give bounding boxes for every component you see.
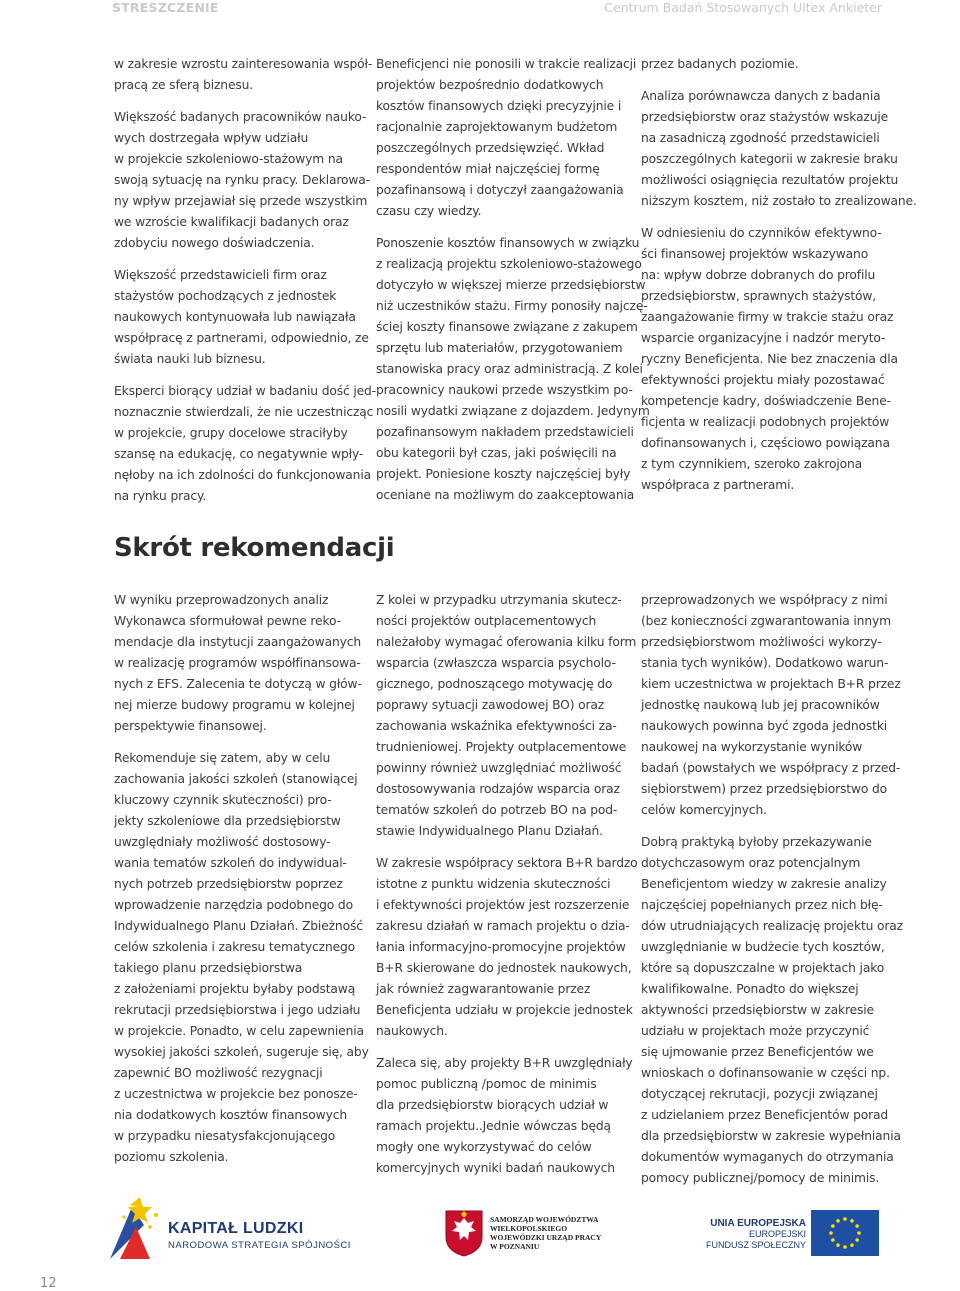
samorzad-line: WIELKOPOLSKIEGO	[490, 1224, 568, 1233]
text-line: Wykonawca sformułował pewne reko-	[114, 614, 341, 628]
text-line: W wyniku przeprowadzonych analiz	[114, 593, 329, 607]
eu-star-icon	[829, 1231, 833, 1235]
text-line: racjonalnie zaprojektowanym budżetom	[376, 120, 618, 134]
text-line: przedsiębiorstw, sprawnych stażystów,	[641, 289, 877, 303]
text-line: gicznego, podnoszącego motywację do	[376, 677, 613, 691]
text-line: naukowych.	[376, 1024, 448, 1038]
text-line: wsparcie organizacyjne i nadzór meryto-	[641, 331, 886, 345]
text-line: niższym kosztem, niż zostało to zrealizowane.	[641, 194, 917, 208]
text-line: (bez konieczności zgwarantowania innym	[641, 614, 891, 628]
text-line: ryczny Beneficjenta. Nie bez znaczenia dla	[641, 352, 898, 366]
page-corner	[0, 1258, 24, 1291]
paragraph	[114, 381, 376, 507]
paragraph	[376, 54, 637, 222]
eu-star-icon	[857, 1231, 861, 1235]
text-line: dotyczącej rekrutacji, pozycji związanej	[641, 1087, 878, 1101]
text-line: dów utrudniających realizację projektu oraz	[641, 919, 903, 933]
text-line: kiem uczestnictwa w projektach B+R przez	[641, 677, 901, 691]
text-line: łania informacyjno-promocyjne projektów	[376, 940, 626, 954]
text-line: rekrutacji przedsiębiorstwa i jego udziału	[114, 1003, 361, 1017]
paragraph	[114, 590, 370, 737]
eu-star-icon	[836, 1243, 840, 1247]
top-column-1	[114, 54, 376, 518]
text-line: nych z EFS. Zalecenia te dotyczą w głów-	[114, 677, 362, 691]
text-line: na zasadniczą zgodność przedstawicieli	[641, 131, 880, 145]
text-line: nosili wydatki związane z dojazdem. Jedynym	[376, 404, 650, 418]
text-line: W zakresie współpracy sektora B+R bardzo	[376, 856, 638, 870]
text-line: wprowadzenie narzędzia podobnego do	[114, 898, 353, 912]
text-line: Z kolei w przypadku utrzymania skutecz-	[376, 593, 622, 607]
text-line: na rynku pracy.	[114, 489, 207, 503]
text-line: Beneficjentom wiedzy w zakresie analizy	[641, 877, 887, 891]
text-line: współpracę z partnerami, odpowiednio, ze	[114, 331, 369, 345]
text-line: projekt. Poniesione koszty najczęściej były	[376, 467, 631, 481]
text-line: ny wpływ przejawiał się przede wszystkim	[114, 194, 368, 208]
text-line: pracownicy naukowi przede wszystkim po-	[376, 383, 633, 397]
paragraph	[114, 54, 373, 96]
eu-star-icon	[850, 1219, 854, 1223]
text-line: pozafinansową i dotyczył zaangażowania	[376, 183, 624, 197]
text-line: pracą ze sferą biznesu.	[114, 78, 254, 92]
kapital-ludzki-logo-icon	[110, 1197, 170, 1259]
text-line: w przypadku niesatysfakcjonującego	[114, 1129, 336, 1143]
bottom-column-3	[641, 590, 903, 1200]
text-line: Dobrą praktyką byłoby przekazywanie	[641, 835, 872, 849]
text-line: komercyjnych wyniki badań naukowych	[376, 1161, 615, 1175]
text-line: Eksperci biorący udział w badaniu dość jed-	[114, 384, 376, 398]
text-line: kosztów finansowych dzięki precyzyjnie i	[376, 99, 622, 113]
text-line: szansę na edukację, co negatywnie wpły-	[114, 447, 364, 461]
eu-star-icon	[831, 1224, 835, 1228]
paragraph	[114, 748, 370, 1168]
eu-star-icon	[855, 1224, 859, 1228]
text-line: pozafinansowym nakładem przedstawicieli	[376, 425, 634, 439]
text-line: przedsiębiorstwom możliwości wykorzy-	[641, 635, 882, 649]
text-line: sprzętu lub materiałów, przygotowaniem	[376, 341, 623, 355]
bottom-column-1	[114, 590, 370, 1179]
text-line: poszczególnych kategorii w zakresie braku	[641, 152, 898, 166]
text-line: stawie Indywidualnego Planu Działań.	[376, 824, 603, 838]
paragraph	[114, 107, 370, 254]
text-line: ściej koszty finansowe związane z zakupem	[376, 320, 638, 334]
text-line: nych potrzeb przedsiębiorstw poprzez	[114, 877, 343, 891]
text-line: możliwości osiągnięcia rezultatów projektu	[641, 173, 899, 187]
text-line: współpraca z partnerami.	[641, 478, 795, 492]
text-line: wnioskach o dofinansowanie w części np.	[641, 1066, 890, 1080]
text-line: Zaleca się, aby projekty B+R uwzględniały	[376, 1056, 633, 1070]
text-line: w zakresie wzrostu zainteresowania współ-	[114, 57, 373, 71]
eu-line-3: FUNDUSZ SPOŁECZNY	[706, 1240, 807, 1250]
text-line: dla przedsiębiorstw w zakresie wypełniania	[641, 1129, 901, 1143]
text-line: i efektywności projektów jest rozszerzenie	[376, 898, 630, 912]
text-line: się ujmowanie przez Beneficjentów we	[641, 1045, 874, 1059]
text-line: najczęściej popełnianych przez nich błę-	[641, 898, 883, 912]
page-number: 12	[40, 1276, 57, 1291]
text-line: z realizacją projektu szkoleniowo-stażowego	[376, 257, 642, 271]
text-line: zachowania wskaźnika efektywności za-	[376, 719, 617, 733]
text-line: obu kategorii był czas, jaki poświęcili na	[376, 446, 617, 460]
section-title: Skrót rekomendacji	[114, 533, 395, 563]
paragraph	[641, 223, 897, 496]
text-line: dotyczyło w większej mierze przedsiębiorstw	[376, 278, 646, 292]
text-line: dotychczasowym oraz potencjalnym	[641, 856, 861, 870]
eu-star-icon	[843, 1217, 847, 1221]
kapital-ludzki-title: KAPITAŁ LUDZKI	[168, 1220, 304, 1237]
text-line: dla przedsiębiorstw biorących udział w	[376, 1098, 609, 1112]
text-line: uwzględniały możliwość dostosowy-	[114, 835, 331, 849]
text-line: z tym czynnikiem, szeroko zakrojona	[641, 457, 863, 471]
text-line: wsparcia (zwłaszcza wsparcia psycholo-	[376, 656, 616, 670]
top-column-2	[376, 54, 650, 517]
text-line: powinny również uwzględniać możliwość	[376, 761, 622, 775]
text-line: niż uczestników stażu. Firmy ponosiły najczę-	[376, 299, 648, 313]
text-line: uwzględnianie w budżecie tych kosztów,	[641, 940, 885, 954]
text-line: oceniane na możliwym do zaakceptowania	[376, 488, 635, 502]
text-line: naukowych kontynuowała lub nawiązała	[114, 310, 356, 324]
text-line: noznacznie stwierdzali, że nie uczestnicząc	[114, 405, 374, 419]
text-line: należałoby wymagać oferowania kilku form	[376, 635, 637, 649]
text-line: poprawy sytuacji zawodowej BO) oraz	[376, 698, 605, 712]
text-line: zapewnić BO możliwość rezygnacji	[114, 1066, 323, 1080]
top-column-3	[641, 54, 917, 507]
samorzad-line: W POZNANIU	[490, 1242, 540, 1251]
text-line: stania tych wyników). Dodatkowo warun-	[641, 656, 889, 670]
eu-line-1: UNIA EUROPEJSKA	[710, 1218, 806, 1229]
text-line: przez badanych poziomie.	[641, 57, 799, 71]
text-line: badań (powstałych we współpracy z przed-	[641, 761, 901, 775]
eu-star-icon	[836, 1219, 840, 1223]
text-line: które są dopuszczalne w projektach jako	[641, 961, 885, 975]
text-line: w projekcie szkoleniowo-stażowym na	[114, 152, 343, 166]
eu-flag-icon	[811, 1210, 879, 1256]
text-line: naukowych powinna być zgoda jednostki	[641, 719, 888, 733]
text-line: mendacje dla instytucji zaangażowanych	[114, 635, 361, 649]
text-line: poziomu szkolenia.	[114, 1150, 229, 1164]
text-line: takiego planu przedsiębiorstwa	[114, 961, 303, 975]
text-line: Większość przedstawicieli firm oraz	[114, 268, 327, 282]
samorzad-line: WOJEWÓDZKI URZĄD PRACY	[490, 1233, 602, 1242]
text-line: stanowiska pracy oraz administracją. Z kolei	[376, 362, 643, 376]
text-line: zdobyciu nowego doświadczenia.	[114, 236, 315, 250]
text-line: czasu czy wiedzy.	[376, 204, 482, 218]
text-line: na: wpływ dobrze dobranych do profilu	[641, 268, 876, 282]
text-line: przedsiębiorstw oraz stażystów wskazuje	[641, 110, 889, 124]
text-line: kluczowy czynnik skuteczności) pro-	[114, 793, 332, 807]
text-line: istotne z punktu widzenia skuteczności	[376, 877, 611, 891]
kapital-ludzki-subtitle: NARODOWA STRATEGIA SPÓJNOŚCI	[168, 1240, 351, 1251]
text-line: ści finansowej projektów wskazywano	[641, 247, 869, 261]
text-line: kompetencje kadry, doświadczenie Bene-	[641, 394, 891, 408]
text-line: Indywidualnego Planu Działań. Zbieżność	[114, 919, 363, 933]
text-line: udziału w projektach może przyczynić	[641, 1024, 870, 1038]
text-line: we wzroście kwalifikacji badanych oraz	[114, 215, 349, 229]
text-line: celów komercyjnych.	[641, 803, 767, 817]
text-line: Beneficjenci nie ponosili w trakcie realizacji	[376, 57, 637, 71]
text-line: z uczestnictwa w projekcie bez ponosze-	[114, 1087, 358, 1101]
text-line: Rekomenduje się zatem, aby w celu	[114, 751, 331, 765]
text-line: z założeniami projektu byłaby podstawą	[114, 982, 356, 996]
text-line: siębiorstwem) przez przedsiębiorstwo do	[641, 782, 888, 796]
text-line: tematów szkoleń do potrzeb BO na pod-	[376, 803, 618, 817]
text-line: ficjenta w realizacji podobnych projektów	[641, 415, 890, 429]
text-line: dofinansowanych i, częściowo powiązana	[641, 436, 890, 450]
text-line: jednostkę naukową lub jej pracowników	[641, 698, 880, 712]
text-line: pomocy publicznej/pomocy de minimis.	[641, 1171, 880, 1185]
wielkopolska-coat-of-arms-icon	[444, 1209, 484, 1257]
text-line: z udzielaniem przez Beneficjentów porad	[641, 1108, 889, 1122]
text-line: swoją sytuację na rynku pracy. Deklarowa-	[114, 173, 370, 187]
page-header	[0, 0, 960, 20]
text-line: pomoc publiczną /pomoc de minimis	[376, 1077, 597, 1091]
text-line: respondentów miał najczęściej formę	[376, 162, 600, 176]
text-line: perspektywie finansowej.	[114, 719, 267, 733]
eu-label	[706, 1218, 806, 1251]
text-line: dostosowywania rodzajów wsparcia oraz	[376, 782, 620, 796]
eu-star-icon	[843, 1245, 847, 1249]
text-line: stażystów pochodzących z jednostek	[114, 289, 337, 303]
text-line: W odniesieniu do czynników efektywno-	[641, 226, 882, 240]
text-line: naukowej na wykorzystanie wyników	[641, 740, 863, 754]
text-line: wych dostrzegała wpływ udziału	[114, 131, 309, 145]
text-line: projektów bezpośrednio dodatkowych	[376, 78, 604, 92]
publisher-label: Centrum Badań Stosowanych Ultex Ankieter	[604, 0, 882, 15]
bottom-column-2	[376, 590, 638, 1190]
text-line: przeprowadzonych we współpracy z nimi	[641, 593, 888, 607]
paragraph	[641, 832, 903, 1189]
text-line: w projekcie, grupy docelowe straciłyby	[114, 426, 348, 440]
text-line: wania tematów szkoleń do indywidual-	[114, 856, 347, 870]
text-line: zakresu działań w ramach projektu o dzia-	[376, 919, 630, 933]
text-line: Większość badanych pracowników nauko-	[114, 110, 367, 124]
text-line: efektywności projektu miały pozostawać	[641, 373, 885, 387]
eu-line-2: EUROPEJSKI	[748, 1229, 806, 1239]
text-line: trudnieniowej. Projekty outplacementowe	[376, 740, 627, 754]
text-line: zaangażowanie firmy w trakcie stażu oraz	[641, 310, 894, 324]
samorzad-line: SAMORZĄD WOJEWÓDZTWA	[490, 1215, 599, 1224]
text-line: Ponoszenie kosztów finansowych w związku	[376, 236, 640, 250]
eu-star-icon	[850, 1243, 854, 1247]
text-line: B+R skierowane do jednostek naukowych,	[376, 961, 632, 975]
text-line: jak również zagwarantowanie przez	[376, 982, 591, 996]
text-line: nej mierze budowy programu w kolejnej	[114, 698, 355, 712]
text-line: dokumentów wymaganych do otrzymania	[641, 1150, 894, 1164]
text-line: zachowania jakości szkoleń (stanowiącej	[114, 772, 358, 786]
text-line: kwalifikowalne. Ponadto do większej	[641, 982, 859, 996]
text-line: mogły one wykorzystywać do celów	[376, 1140, 592, 1154]
paragraph	[114, 265, 370, 370]
paragraph	[376, 233, 650, 506]
paragraph	[376, 853, 638, 1042]
text-line: jekty szkoleniowe dla przedsiębiorstw	[114, 814, 341, 828]
paragraph	[641, 54, 897, 75]
eu-star-icon	[831, 1238, 835, 1242]
text-line: w realizację programów współfinansowa-	[114, 656, 361, 670]
section-label: STRESZCZENIE	[112, 0, 219, 15]
text-line: poszczególnych przedsięwzięć. Wkład	[376, 141, 605, 155]
text-line: Analiza porównawcza danych z badania	[641, 89, 881, 103]
paragraph	[376, 1053, 632, 1179]
paragraph	[641, 590, 901, 821]
text-line: w projekcie. Ponadto, w celu zapewnienia	[114, 1024, 364, 1038]
text-line: aktywności przedsiębiorstw w zakresie	[641, 1003, 874, 1017]
text-line: nia dodatkowych kosztów finansowych	[114, 1108, 347, 1122]
samorzad-label	[490, 1215, 601, 1251]
paragraph	[376, 590, 637, 842]
text-line: Beneficjenta udziału w projekcie jednostek	[376, 1003, 633, 1017]
text-line: nęłoby na ich zdolności do funkcjonowania	[114, 468, 371, 482]
paragraph	[641, 86, 917, 212]
text-line: celów szkolenia i zakresu tematycznego	[114, 940, 356, 954]
text-line: świata nauki lub biznesu.	[114, 352, 266, 366]
text-line: ramach projektu..Jednie wówczas będą	[376, 1119, 611, 1133]
eu-star-icon	[855, 1238, 859, 1242]
text-line: ności projektów outplacementowych	[376, 614, 597, 628]
text-line: wysokiej jakości szkoleń, sugeruje się, aby	[114, 1045, 369, 1059]
